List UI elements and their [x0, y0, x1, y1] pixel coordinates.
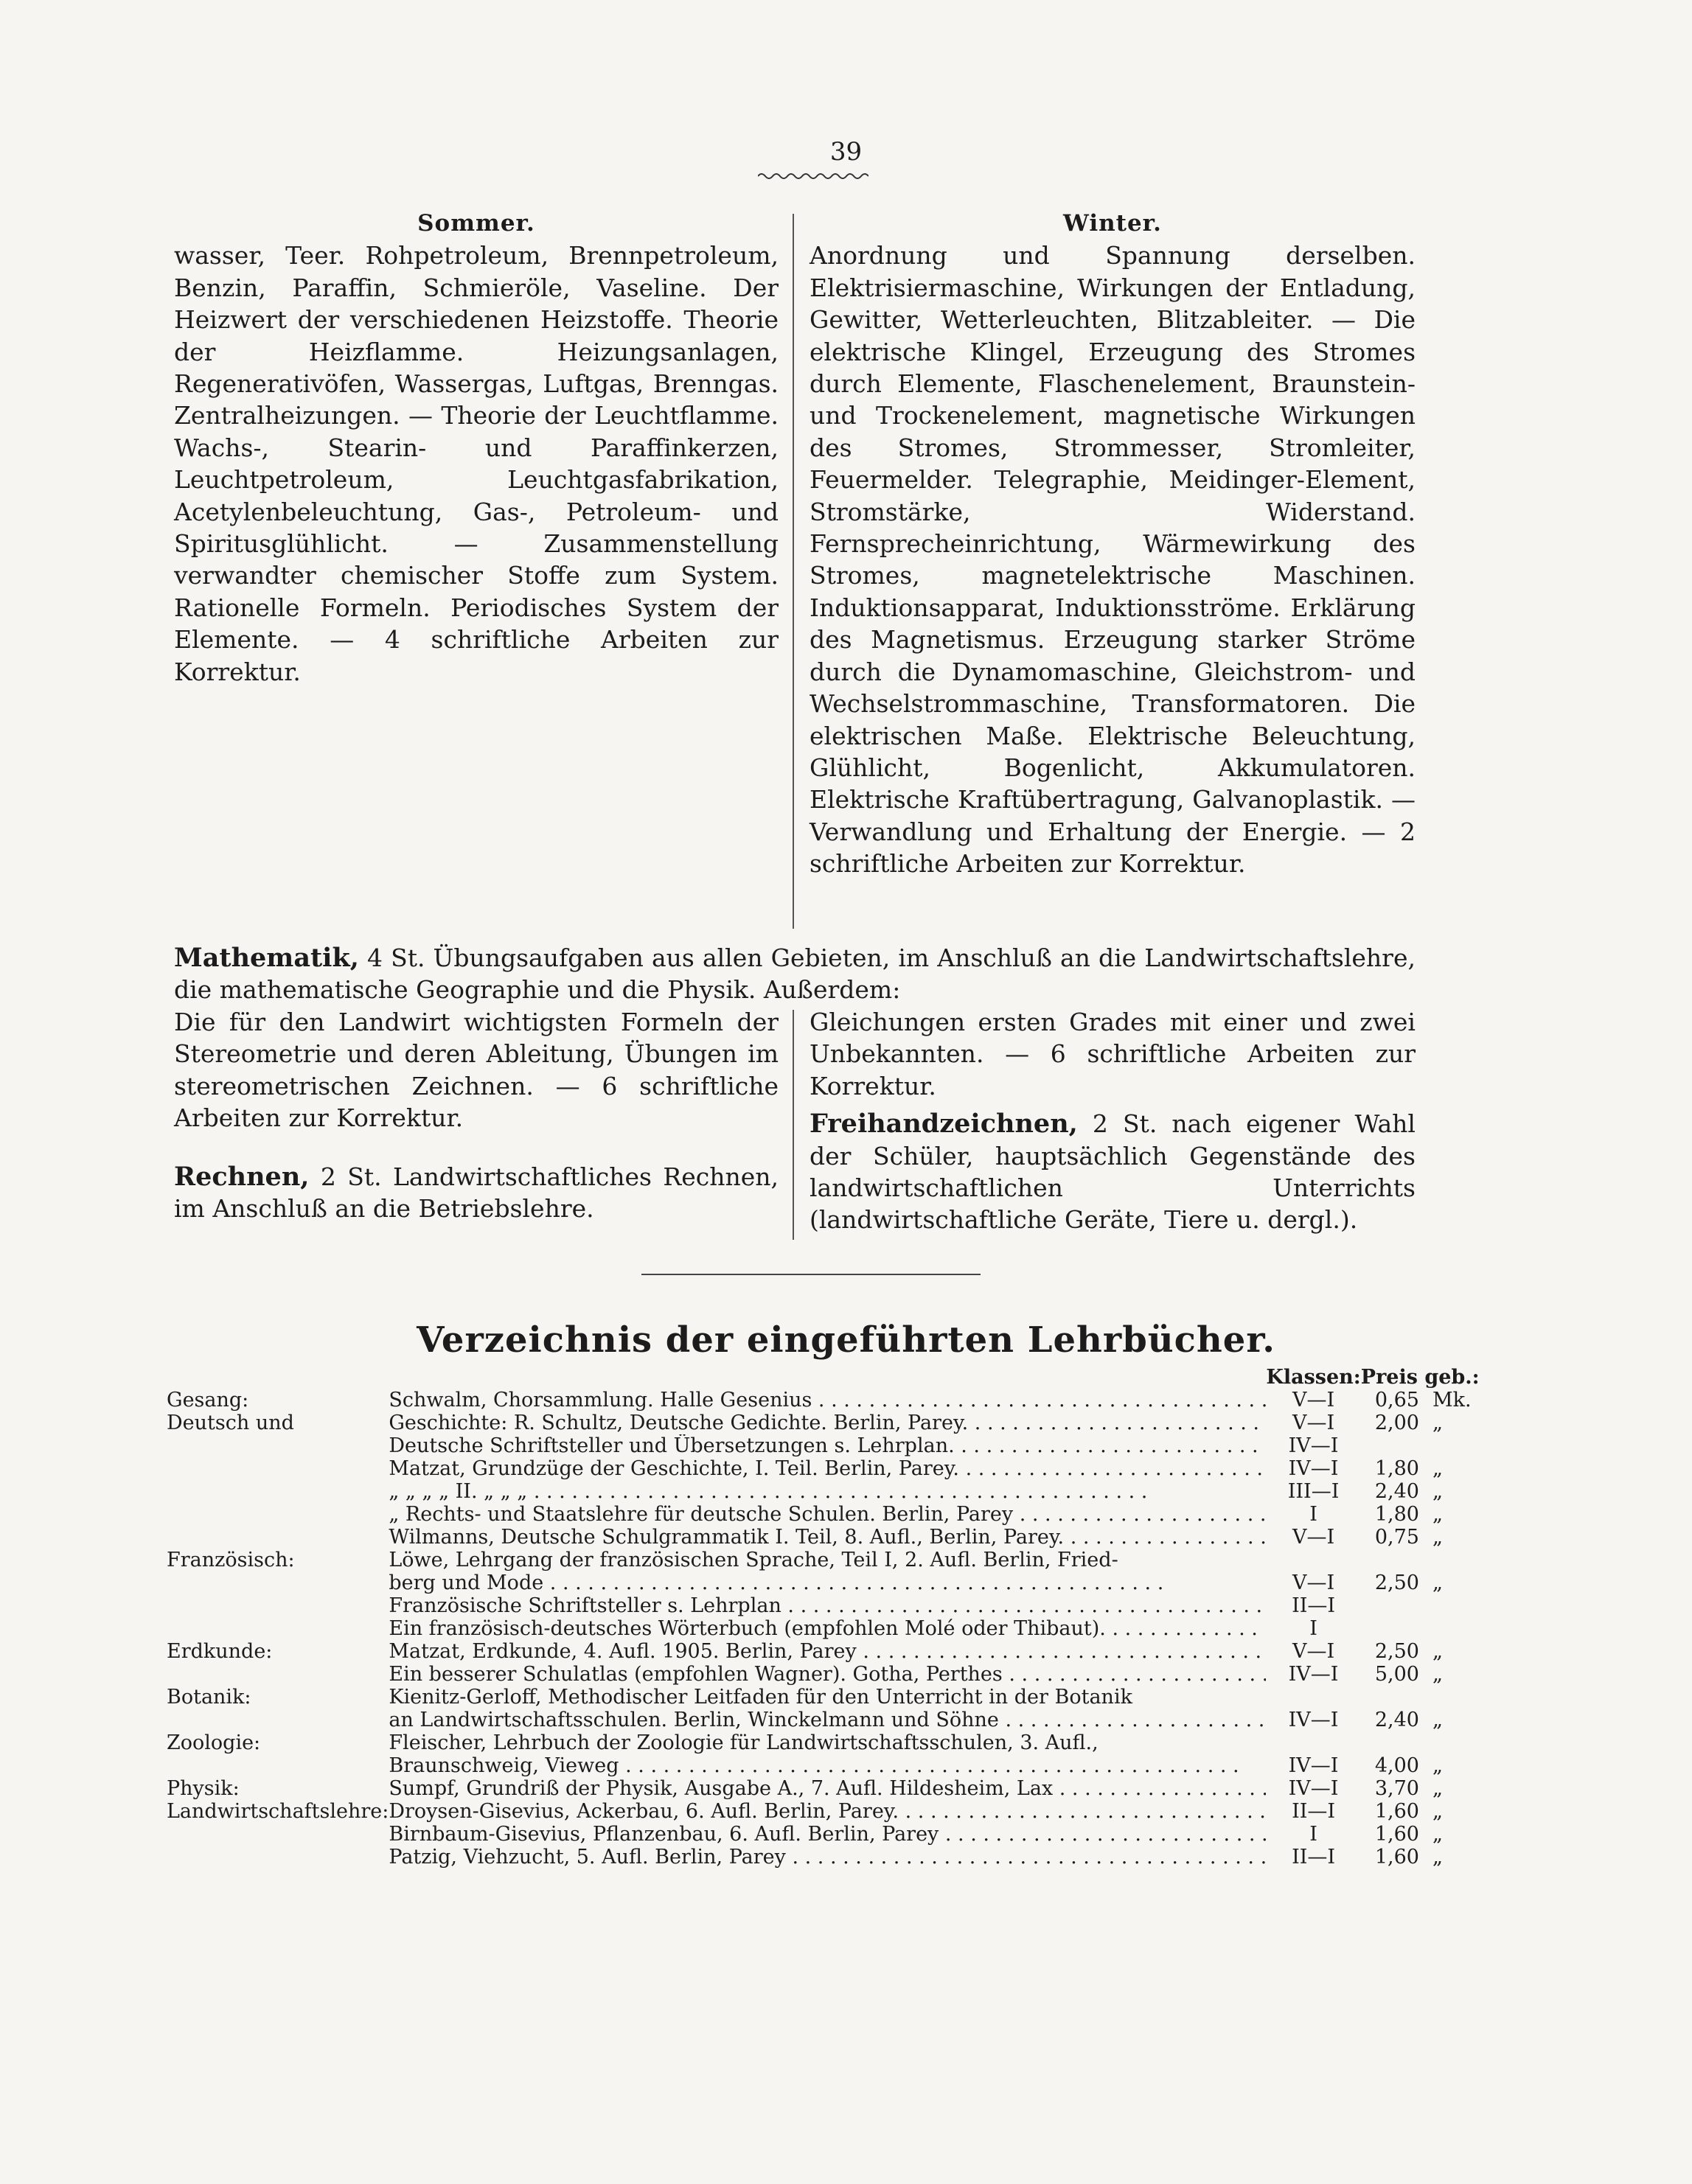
- book-unit: „: [1432, 1777, 1443, 1800]
- rechnen-text: 2 St. Landwirtschaftliches Rechnen, im Anschluß an die Betriebslehre.: [174, 1162, 779, 1224]
- book-classes: V—I: [1292, 1389, 1335, 1412]
- book-unit: „: [1432, 1571, 1443, 1594]
- book-unit: Mk.: [1432, 1389, 1472, 1412]
- mathematik-lead: 4 St. Übungsaufgaben aus allen Gebieten, im Anschluß an die Landwirtschaftslehre, die mathematische Geographie und die Physik. Außerdem:: [174, 943, 1416, 1005]
- book-price: 2,40: [1374, 1480, 1419, 1503]
- book-row: [167, 1686, 1480, 1709]
- book-subject: Erdkunde:: [167, 1640, 273, 1663]
- book-classes: II—I: [1292, 1846, 1336, 1869]
- book-price: [1361, 1617, 1425, 1640]
- classes-header: Klassen:: [1266, 1366, 1361, 1389]
- mathematik-left-text: Die für den Landwirt wichtigsten Formeln der Stereometrie und deren Ableitung, Übungen im stereometrischen Zeichnen. — 6 schriftliche Arbeiten zur Korrektur.: [174, 1008, 779, 1133]
- book-row: [167, 1663, 1480, 1686]
- book-price: [1361, 1731, 1425, 1754]
- book-classes: IV—I: [1288, 1434, 1339, 1457]
- book-row: [167, 1754, 1480, 1777]
- book-classes: [1266, 1686, 1360, 1709]
- book-entry: „ „ „ „ II. „ „ „ . . .: [389, 1480, 1147, 1503]
- book-row: [167, 1731, 1480, 1754]
- decorative-wave-rule: [758, 171, 868, 181]
- book-entry: Droysen-Gisevius, Ackerbau, 6. Aufl. Berlin, Parey. . . .: [389, 1800, 1266, 1823]
- book-price: 0,75: [1374, 1526, 1419, 1549]
- book-entry: Geschichte: R. Schultz, Deutsche Gedichte. Berlin, Parey. . . .: [389, 1412, 1266, 1434]
- book-classes: IV—I: [1288, 1457, 1339, 1480]
- book-price: [1361, 1549, 1425, 1571]
- book-subject: [167, 1846, 389, 1869]
- book-row: [167, 1777, 1480, 1800]
- book-price: 2,50: [1374, 1640, 1419, 1663]
- book-entry: Ein besserer Schulatlas (empfohlen Wagner). Gotha, Perthes . . .: [389, 1663, 1266, 1686]
- book-entry: Braunschweig, Vieweg . . .: [389, 1754, 1239, 1777]
- book-price: 3,70: [1374, 1777, 1419, 1800]
- book-classes: V—I: [1292, 1640, 1335, 1663]
- book-price: [1361, 1594, 1425, 1617]
- book-row: [167, 1549, 1480, 1571]
- book-row: [167, 1640, 1480, 1663]
- book-row: [167, 1434, 1480, 1457]
- book-entry: Patzig, Viehzucht, 5. Aufl. Berlin, Parey . . .: [389, 1846, 1266, 1869]
- book-row: [167, 1526, 1480, 1549]
- book-unit: „: [1432, 1754, 1443, 1777]
- book-unit: „: [1432, 1503, 1443, 1526]
- book-price: 1,60: [1374, 1823, 1419, 1846]
- book-price: 2,40: [1374, 1709, 1419, 1731]
- book-subject: [167, 1594, 389, 1617]
- book-entry: Deutsche Schriftsteller und Übersetzungen s. Lehrplan. . . .: [389, 1434, 1266, 1457]
- book-list-title: Verzeichnis der eingeführten Lehrbücher.: [417, 1319, 1275, 1361]
- book-entry: „ Rechts- und Staatslehre für deutsche Schulen. Berlin, Parey . . .: [389, 1503, 1266, 1526]
- book-row: [167, 1709, 1480, 1731]
- summer-column: [174, 208, 779, 688]
- book-subject: Deutsch und: [167, 1412, 294, 1434]
- book-subject: [167, 1709, 389, 1731]
- book-price: 1,60: [1374, 1846, 1419, 1869]
- winter-heading: Winter.: [1063, 210, 1162, 237]
- book-unit: [1425, 1686, 1480, 1709]
- book-subject: [167, 1754, 389, 1777]
- book-subject: Botanik:: [167, 1686, 251, 1709]
- mathematik-intro: [174, 942, 1416, 1006]
- book-subject: Französisch:: [167, 1549, 295, 1571]
- book-row: [167, 1571, 1480, 1594]
- book-row: [167, 1457, 1480, 1480]
- book-price: 2,50: [1374, 1571, 1419, 1594]
- summer-heading: Sommer.: [417, 210, 535, 237]
- book-classes: [1266, 1549, 1360, 1571]
- rechnen-paragraph: [174, 1161, 779, 1225]
- book-entry: Birnbaum-Gisevius, Pflanzenbau, 6. Aufl. Berlin, Parey . . .: [389, 1823, 1266, 1846]
- book-price: [1361, 1686, 1425, 1709]
- book-subject: [167, 1617, 389, 1640]
- book-price: 1,80: [1374, 1457, 1419, 1480]
- book-classes: II—I: [1292, 1594, 1336, 1617]
- book-entry: Sumpf, Grundriß der Physik, Ausgabe A., 7. Aufl. Hildesheim, Lax . . .: [389, 1777, 1266, 1800]
- book-subject: [167, 1823, 389, 1846]
- book-classes: IV—I: [1288, 1709, 1339, 1731]
- book-subject: [167, 1480, 389, 1503]
- book-entry: Löwe, Lehrgang der französischen Sprache, Teil I, 2. Aufl. Berlin, Fried-: [389, 1549, 1118, 1571]
- winter-column: [810, 208, 1416, 880]
- book-row: [167, 1389, 1480, 1412]
- book-unit: „: [1432, 1846, 1443, 1869]
- book-unit: [1425, 1617, 1480, 1640]
- book-subject: Landwirtschaftslehre:: [167, 1800, 389, 1823]
- book-subject: [167, 1457, 389, 1480]
- book-entry: Schwalm, Chorsammlung. Halle Gesenius . . .: [389, 1389, 1266, 1412]
- book-unit: [1425, 1434, 1480, 1457]
- book-price: 1,60: [1374, 1800, 1419, 1823]
- book-row: [167, 1503, 1480, 1526]
- book-list-header: [167, 1364, 1480, 1389]
- book-price: 1,80: [1374, 1503, 1419, 1526]
- book-entry: Fleischer, Lehrbuch der Zoologie für Landwirtschaftsschulen, 3. Aufl.,: [389, 1731, 1099, 1754]
- book-unit: [1425, 1731, 1480, 1754]
- mathematik-left-column: [174, 1006, 779, 1224]
- book-subject: [167, 1571, 389, 1594]
- book-classes: V—I: [1292, 1526, 1335, 1549]
- book-unit: „: [1432, 1412, 1443, 1434]
- book-classes: V—I: [1292, 1412, 1335, 1434]
- book-unit: „: [1432, 1663, 1443, 1686]
- summer-text: wasser, Teer. Rohpetroleum, Brennpetroleum, Benzin, Paraffin, Schmieröle, Vaseline. Der Heizwert der verschiedenen Heizstoffe. Theorie der Heizflamme. Heizungsanlagen, Regenerativöfen, Wassergas, Luftgas, Brenngas. Zentralheizungen. — Theorie der Leuchtflamme. Wachs-, Stearin- und Paraffinkerzen, Leuchtpetroleum, Leuchtgasfabrikation, Acetylenbeleuchtung, Gas-, Petroleum- und Spiritusglühlicht. — Zusammenstellung verwandter chemischer Stoffe zum System. Rationelle Formeln. Periodisches System der Elemente. — 4 schriftliche Arbeiten zur Korrektur.: [174, 241, 779, 686]
- book-entry: Französische Schriftsteller s. Lehrplan . . .: [389, 1594, 1266, 1617]
- book-row: [167, 1594, 1480, 1617]
- book-subject: Zoologie:: [167, 1731, 261, 1754]
- book-price: 5,00: [1374, 1663, 1419, 1686]
- book-classes: [1266, 1731, 1360, 1754]
- book-subject: [167, 1663, 389, 1686]
- book-unit: „: [1432, 1526, 1443, 1549]
- book-classes: I: [1309, 1823, 1317, 1846]
- book-row: [167, 1480, 1480, 1503]
- book-list-table: [167, 1364, 1480, 1869]
- mathematik-subject: Mathematik,: [174, 943, 359, 973]
- book-unit: [1425, 1594, 1480, 1617]
- book-classes: V—I: [1292, 1571, 1335, 1594]
- book-subject: [167, 1434, 389, 1457]
- book-row: [167, 1617, 1480, 1640]
- book-row: [167, 1846, 1480, 1869]
- book-entry: Ein französisch-deutsches Wörterbuch (empfohlen Molé oder Thibaut). . . .: [389, 1617, 1266, 1640]
- book-subject: [167, 1526, 389, 1549]
- book-classes: IV—I: [1288, 1777, 1339, 1800]
- book-classes: I: [1309, 1617, 1317, 1640]
- book-entry: Kienitz-Gerloff, Methodischer Leitfaden für den Unterricht in der Botanik: [389, 1686, 1132, 1709]
- book-row: [167, 1412, 1480, 1434]
- book-entry: berg und Mode . . .: [389, 1571, 1163, 1594]
- book-unit: „: [1432, 1800, 1443, 1823]
- book-subject: [167, 1503, 389, 1526]
- rechnen-subject: Rechnen,: [174, 1161, 310, 1192]
- book-unit: „: [1432, 1457, 1443, 1480]
- book-row: [167, 1823, 1480, 1846]
- book-subject: Physik:: [167, 1777, 240, 1800]
- book-price: 2,00: [1374, 1412, 1419, 1434]
- book-subject: Gesang:: [167, 1389, 249, 1412]
- book-price: [1361, 1434, 1425, 1457]
- book-entry: Matzat, Grundzüge der Geschichte, I. Teil. Berlin, Parey. . . .: [389, 1457, 1266, 1480]
- section-rule: [641, 1274, 981, 1275]
- book-unit: „: [1432, 1480, 1443, 1503]
- book-unit: „: [1432, 1709, 1443, 1731]
- mathematik-right-column: [810, 1006, 1416, 1236]
- book-price: 0,65: [1374, 1389, 1419, 1412]
- mathematik-right-text: Gleichungen ersten Grades mit einer und zwei Unbekannten. — 6 schriftliche Arbeiten zur Korrektur.: [810, 1008, 1416, 1100]
- book-entry: Matzat, Erdkunde, 4. Aufl. 1905. Berlin, Parey . . .: [389, 1640, 1266, 1663]
- book-unit: [1425, 1549, 1480, 1571]
- book-classes: II—I: [1292, 1800, 1336, 1823]
- book-price: 4,00: [1374, 1754, 1419, 1777]
- book-classes: III—I: [1287, 1480, 1340, 1503]
- winter-text: Anordnung und Spannung derselben. Elektrisiermaschine, Wirkungen der Entladung, Gewitter, Wetterleuchten, Blitzableiter. — Die elektrische Klingel, Erzeugung des Stromes durch Elemente, Flaschenelement, Braunstein- und Trockenelement, magnetische Wirkungen des Stromes, Strommesser, Stromleiter, Feuermelder. Telegraphie, Meidinger-Element, Stromstärke, Widerstand. Fernsprecheinrichtung, Wärmewirkung des Stromes, magnetelektrische Maschinen. Induktionsapparat, Induktionsströme. Erklärung des Magnetismus. Erzeugung starker Ströme durch die Dynamomaschine, Gleichstrom- und Wechselstrommaschine, Transformatoren. Die elektrischen Maße. Elektrische Beleuchtung, Glühlicht, Bogenlicht, Akkumulatoren. Elektrische Kraftübertragung, Galvanoplastik. — Verwandlung und Erhaltung der Energie. — 2 schriftliche Arbeiten zur Korrektur.: [810, 241, 1416, 879]
- price-header: Preis geb.:: [1360, 1366, 1480, 1389]
- book-classes: IV—I: [1288, 1663, 1339, 1686]
- book-entry: an Landwirtschaftsschulen. Berlin, Winckelmann und Söhne . . .: [389, 1709, 1266, 1731]
- book-unit: „: [1432, 1640, 1443, 1663]
- freihandzeichnen-subject: Freihandzeichnen,: [810, 1109, 1078, 1140]
- book-classes: I: [1309, 1503, 1317, 1526]
- page-number: 39: [829, 137, 863, 167]
- column-divider-lower: [793, 1010, 794, 1240]
- book-row: [167, 1800, 1480, 1823]
- book-entry: Wilmanns, Deutsche Schulgrammatik I. Teil, 8. Aufl., Berlin, Parey. . . .: [389, 1526, 1266, 1549]
- freihandzeichnen-text: 2 St. nach eigener Wahl der Schüler, hauptsächlich Gegenstände des landwirtschaftlichen Unterrichts (landwirtschaftliche Geräte, Tiere u. dergl.).: [810, 1109, 1416, 1235]
- book-unit: „: [1432, 1823, 1443, 1846]
- book-classes: IV—I: [1288, 1754, 1339, 1777]
- freihandzeichnen-paragraph: [810, 1108, 1416, 1236]
- column-divider: [793, 214, 794, 929]
